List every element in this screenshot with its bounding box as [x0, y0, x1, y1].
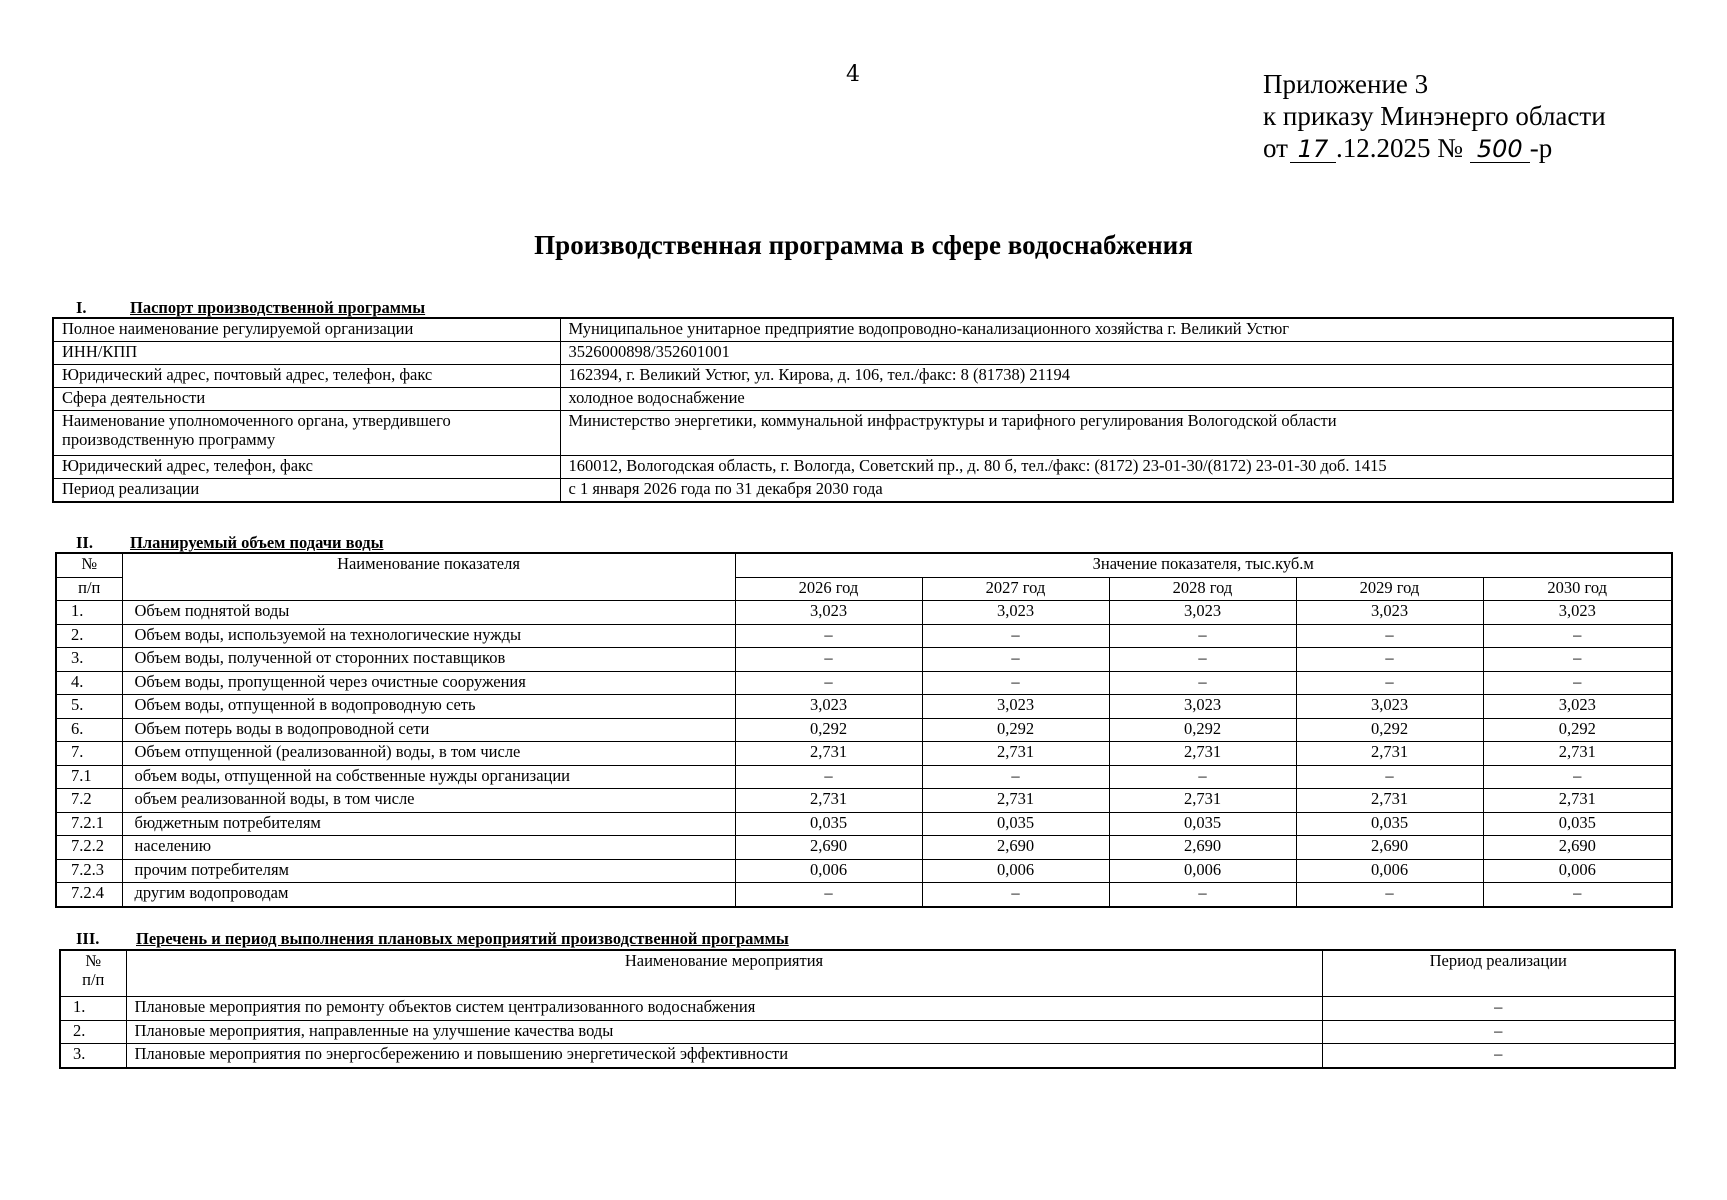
indicator-value: – — [1296, 624, 1483, 648]
indicator-value: 0,292 — [735, 718, 922, 742]
indicator-value: – — [735, 671, 922, 695]
water-volume-table — [55, 552, 1673, 908]
indicator-value: 2,690 — [1109, 836, 1296, 860]
indicator-value: – — [1483, 624, 1672, 648]
indicator-name: Объем потерь воды в водопроводной сети — [122, 718, 735, 742]
indicator-value: 2,731 — [1483, 789, 1672, 813]
indicator-value: 0,035 — [735, 812, 922, 836]
indicator-value: – — [1296, 648, 1483, 672]
passport-row — [53, 388, 1673, 411]
indicator-value: 2,731 — [922, 742, 1109, 766]
indicator-value: 3,023 — [1483, 601, 1672, 625]
table-row — [56, 859, 1672, 883]
table-row — [56, 671, 1672, 695]
row-number: 7.1 — [56, 765, 122, 789]
indicator-value: 0,006 — [735, 859, 922, 883]
indicator-name: Объем воды, полученной от сторонних поставщиков — [122, 648, 735, 672]
passport-value: Министерство энергетики, коммунальной инфраструктуры и тарифного регулирования Вологодской области — [560, 411, 1673, 456]
appendix-block — [1263, 68, 1606, 164]
indicator-value: 2,731 — [1109, 789, 1296, 813]
measures-col-period-header: Период реализации — [1322, 950, 1675, 997]
passport-label: Юридический адрес, почтовый адрес, телефон, факс — [53, 365, 560, 388]
indicator-value: 0,006 — [1296, 859, 1483, 883]
row-number: 7.2 — [56, 789, 122, 813]
row-number: 7.2.1 — [56, 812, 122, 836]
indicator-name: объем реализованной воды, в том числе — [122, 789, 735, 813]
col-no-header-2: п/п — [56, 577, 122, 601]
table-row — [60, 1020, 1675, 1044]
passport-label: Полное наименование регулируемой организации — [53, 318, 560, 342]
indicator-value: 3,023 — [735, 601, 922, 625]
measures-table — [59, 949, 1676, 1069]
indicator-value: 0,035 — [1109, 812, 1296, 836]
indicator-value: 2,731 — [735, 789, 922, 813]
table-row — [56, 812, 1672, 836]
indicator-value: 3,023 — [735, 695, 922, 719]
col-value-header: Значение показателя, тыс.куб.м — [735, 553, 1672, 577]
indicator-value: – — [1483, 671, 1672, 695]
indicator-value: – — [1109, 648, 1296, 672]
year-header: 2027 год — [922, 577, 1109, 601]
passport-row — [53, 365, 1673, 388]
table-row — [56, 836, 1672, 860]
table-row — [60, 997, 1675, 1021]
section-3-heading — [76, 929, 789, 949]
passport-value: 3526000898/352601001 — [560, 342, 1673, 365]
indicator-value: – — [1109, 765, 1296, 789]
document-title: Производственная программа в сфере водоснабжения — [534, 230, 1193, 260]
passport-value: Муниципальное унитарное предприятие водопроводно-канализационного хозяйства г. Великий Устюг — [560, 318, 1673, 342]
indicator-value: – — [1483, 765, 1672, 789]
row-number: 7.2.4 — [56, 883, 122, 907]
indicator-value: 3,023 — [1109, 695, 1296, 719]
appendix-line-2: к приказу Минэнерго области — [1263, 101, 1606, 131]
measure-name: Плановые мероприятия, направленные на улучшение качества воды — [126, 1020, 1322, 1044]
col-name-header: Наименование показателя — [122, 553, 735, 601]
appendix-date-prefix: от — [1263, 133, 1288, 163]
passport-value: 160012, Вологодская область, г. Вологда, Советский пр., д. 80 б, тел./факс: (8172) 23-01-30/(8172) 23-01-30 доб. 1415 — [560, 456, 1673, 479]
measures-col-no-line2: п/п — [82, 970, 105, 989]
section-3-number: III. — [76, 929, 100, 948]
section-3-title: Перечень и период выполнения плановых мероприятий производственной программы — [136, 929, 789, 948]
passport-label: Период реализации — [53, 479, 560, 503]
section-2-heading — [76, 533, 384, 553]
indicator-value: 2,690 — [735, 836, 922, 860]
measures-col-no-header — [60, 950, 126, 997]
col-no-header: № — [56, 553, 122, 577]
indicator-value: 0,292 — [1296, 718, 1483, 742]
indicator-name: Объем поднятой воды — [122, 601, 735, 625]
indicator-value: – — [1109, 624, 1296, 648]
passport-value: холодное водоснабжение — [560, 388, 1673, 411]
row-number: 2. — [60, 1020, 126, 1044]
row-number: 4. — [56, 671, 122, 695]
table-row — [56, 624, 1672, 648]
measure-period: – — [1322, 1020, 1675, 1044]
indicator-value: 3,023 — [922, 695, 1109, 719]
indicator-value: 2,731 — [735, 742, 922, 766]
indicator-value: – — [735, 765, 922, 789]
indicator-value: 3,023 — [1483, 695, 1672, 719]
measure-period: – — [1322, 1044, 1675, 1068]
indicator-name: другим водопроводам — [122, 883, 735, 907]
handwritten-order-number: 500 — [1470, 136, 1530, 163]
indicator-value: 2,731 — [1296, 742, 1483, 766]
passport-label: Юридический адрес, телефон, факс — [53, 456, 560, 479]
indicator-value: – — [1296, 883, 1483, 907]
indicator-value: – — [922, 671, 1109, 695]
indicator-name: Объем воды, пропущенной через очистные сооружения — [122, 671, 735, 695]
passport-label: Сфера деятельности — [53, 388, 560, 411]
indicator-value: 2,731 — [1296, 789, 1483, 813]
table-row — [60, 1044, 1675, 1068]
measure-period: – — [1322, 997, 1675, 1021]
table-row — [56, 695, 1672, 719]
row-number: 3. — [60, 1044, 126, 1068]
table-row — [56, 789, 1672, 813]
passport-row — [53, 411, 1673, 456]
indicator-value: – — [922, 765, 1109, 789]
indicator-name: бюджетным потребителям — [122, 812, 735, 836]
passport-table — [52, 317, 1674, 503]
row-number: 6. — [56, 718, 122, 742]
passport-row — [53, 318, 1673, 342]
appendix-date-line — [1263, 132, 1606, 164]
measure-name: Плановые мероприятия по энергосбережению и повышению энергетической эффективности — [126, 1044, 1322, 1068]
indicator-name: Объем отпущенной (реализованной) воды, в том числе — [122, 742, 735, 766]
appendix-line-1: Приложение 3 — [1263, 69, 1429, 99]
appendix-date-rest: .12.2025 № — [1335, 133, 1463, 163]
indicator-value: – — [735, 883, 922, 907]
section-1-number: I. — [76, 298, 87, 317]
measures-col-name-header: Наименование мероприятия — [126, 950, 1322, 997]
table-row — [56, 648, 1672, 672]
table-row — [56, 883, 1672, 907]
section-1-title: Паспорт производственной программы — [130, 298, 426, 317]
passport-row — [53, 479, 1673, 503]
indicator-value: 2,731 — [1109, 742, 1296, 766]
indicator-value: 3,023 — [1109, 601, 1296, 625]
indicator-value: – — [1483, 883, 1672, 907]
row-number: 7.2.2 — [56, 836, 122, 860]
row-number: 7. — [56, 742, 122, 766]
handwritten-day: 17 — [1290, 136, 1336, 163]
indicator-name: объем воды, отпущенной на собственные нужды организации — [122, 765, 735, 789]
section-1-heading — [76, 298, 425, 318]
row-number: 1. — [56, 601, 122, 625]
indicator-value: 2,690 — [1296, 836, 1483, 860]
year-header: 2028 год — [1109, 577, 1296, 601]
indicator-value: – — [735, 648, 922, 672]
indicator-value: 2,731 — [922, 789, 1109, 813]
passport-label: Наименование уполномоченного органа, утвердившего производственную программу — [53, 411, 560, 456]
indicator-value: – — [922, 648, 1109, 672]
indicator-name: Объем воды, используемой на технологические нужды — [122, 624, 735, 648]
indicator-value: 3,023 — [1296, 695, 1483, 719]
indicator-value: 0,035 — [922, 812, 1109, 836]
indicator-value: – — [1109, 671, 1296, 695]
indicator-value: 0,035 — [1296, 812, 1483, 836]
measure-name: Плановые мероприятия по ремонту объектов систем централизованного водоснабжения — [126, 997, 1322, 1021]
indicator-value: 3,023 — [922, 601, 1109, 625]
indicator-value: – — [1296, 671, 1483, 695]
table-row — [56, 765, 1672, 789]
table-row — [56, 601, 1672, 625]
row-number: 3. — [56, 648, 122, 672]
indicator-value: 0,035 — [1483, 812, 1672, 836]
passport-row — [53, 456, 1673, 479]
passport-value: с 1 января 2026 года по 31 декабря 2030 года — [560, 479, 1673, 503]
indicator-value: – — [1296, 765, 1483, 789]
row-number: 1. — [60, 997, 126, 1021]
indicator-value: – — [922, 624, 1109, 648]
indicator-value: 3,023 — [1296, 601, 1483, 625]
passport-value: 162394, г. Великий Устюг, ул. Кирова, д. 106, тел./факс: 8 (81738) 21194 — [560, 365, 1673, 388]
indicator-value: 2,690 — [1483, 836, 1672, 860]
year-header: 2026 год — [735, 577, 922, 601]
indicator-value: – — [1483, 648, 1672, 672]
passport-label: ИНН/КПП — [53, 342, 560, 365]
indicator-value: – — [735, 624, 922, 648]
indicator-name: прочим потребителям — [122, 859, 735, 883]
passport-row — [53, 342, 1673, 365]
indicator-value: 0,292 — [1109, 718, 1296, 742]
indicator-value: – — [1109, 883, 1296, 907]
indicator-value: 0,006 — [1483, 859, 1672, 883]
indicator-value: 0,292 — [1483, 718, 1672, 742]
indicator-value: 0,006 — [922, 859, 1109, 883]
year-header: 2029 год — [1296, 577, 1483, 601]
indicator-value: 0,292 — [922, 718, 1109, 742]
page-number: 4 — [846, 62, 860, 87]
indicator-name: Объем воды, отпущенной в водопроводную сеть — [122, 695, 735, 719]
measures-col-no-line1: № — [85, 951, 102, 970]
indicator-value: – — [922, 883, 1109, 907]
indicator-name: населению — [122, 836, 735, 860]
table-row — [56, 718, 1672, 742]
row-number: 7.2.3 — [56, 859, 122, 883]
indicator-value: 0,006 — [1109, 859, 1296, 883]
row-number: 5. — [56, 695, 122, 719]
year-header: 2030 год — [1483, 577, 1672, 601]
appendix-suffix: -р — [1529, 133, 1553, 163]
row-number: 2. — [56, 624, 122, 648]
section-2-number: II. — [76, 533, 93, 552]
indicator-value: 2,690 — [922, 836, 1109, 860]
indicator-value: 2,731 — [1483, 742, 1672, 766]
section-2-title: Планируемый объем подачи воды — [130, 533, 384, 552]
table-row — [56, 742, 1672, 766]
